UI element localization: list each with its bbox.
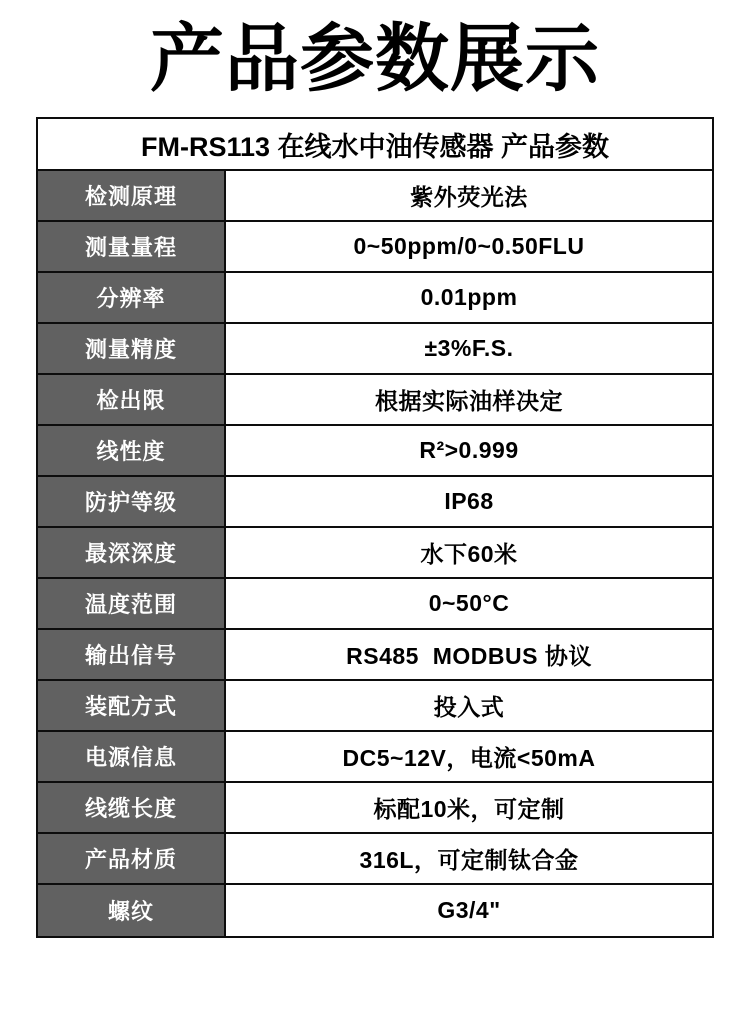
spec-value: DC5~12V，电流<50mA: [342, 745, 596, 772]
spec-value: G3/4": [437, 897, 501, 924]
spec-label: 测量量程: [38, 222, 226, 271]
spec-value: 根据实际油样决定: [375, 388, 563, 415]
spec-label: 温度范围: [38, 579, 226, 628]
spec-value: ±3%F.S.: [424, 335, 514, 362]
spec-label: 输出信号: [38, 630, 226, 679]
table-row: [38, 273, 712, 324]
spec-value: 水下60米: [420, 541, 518, 568]
spec-value: IP68: [444, 488, 494, 515]
spec-label: 检测原理: [38, 171, 226, 220]
table-row: [38, 732, 712, 783]
table-row: [38, 426, 712, 477]
spec-label: 螺纹: [38, 885, 226, 936]
spec-label: 检出限: [38, 375, 226, 424]
spec-value: 紫外荧光法: [410, 184, 528, 211]
spec-label: 电源信息: [38, 732, 226, 781]
spec-label: 测量精度: [38, 324, 226, 373]
spec-label: 线缆长度: [38, 783, 226, 832]
table-row: [38, 375, 712, 426]
spec-label: 装配方式: [38, 681, 226, 730]
table-row: [38, 171, 712, 222]
spec-value: 0~50ppm/0~0.50FLU: [353, 233, 585, 260]
spec-table: [36, 117, 714, 938]
spec-value: 0~50°C: [428, 590, 510, 617]
spec-table-header: FM-RS113 在线水中油传感器 产品参数: [38, 119, 712, 171]
page-title: 产品参数展示: [150, 17, 600, 100]
table-row: [38, 477, 712, 528]
table-row: [38, 630, 712, 681]
spec-value: R²>0.999: [419, 437, 519, 464]
spec-label: 产品材质: [38, 834, 226, 883]
table-row: [38, 579, 712, 630]
table-row: [38, 528, 712, 579]
spec-value: RS485 MODBUS 协议: [346, 643, 592, 670]
spec-value: 0.01ppm: [420, 284, 518, 311]
spec-value: 标配10米，可定制: [373, 796, 565, 823]
table-row: [38, 834, 712, 885]
table-row: [38, 222, 712, 273]
table-row: [38, 324, 712, 375]
spec-table-body: [38, 171, 712, 936]
table-row: [38, 681, 712, 732]
spec-label: 线性度: [38, 426, 226, 475]
spec-value: 投入式: [433, 694, 505, 721]
spec-label: 防护等级: [38, 477, 226, 526]
spec-label: 分辨率: [38, 273, 226, 322]
spec-value: 316L，可定制钛合金: [359, 847, 579, 874]
table-row: [38, 885, 712, 936]
table-row: [38, 783, 712, 834]
spec-label: 最深深度: [38, 528, 226, 577]
